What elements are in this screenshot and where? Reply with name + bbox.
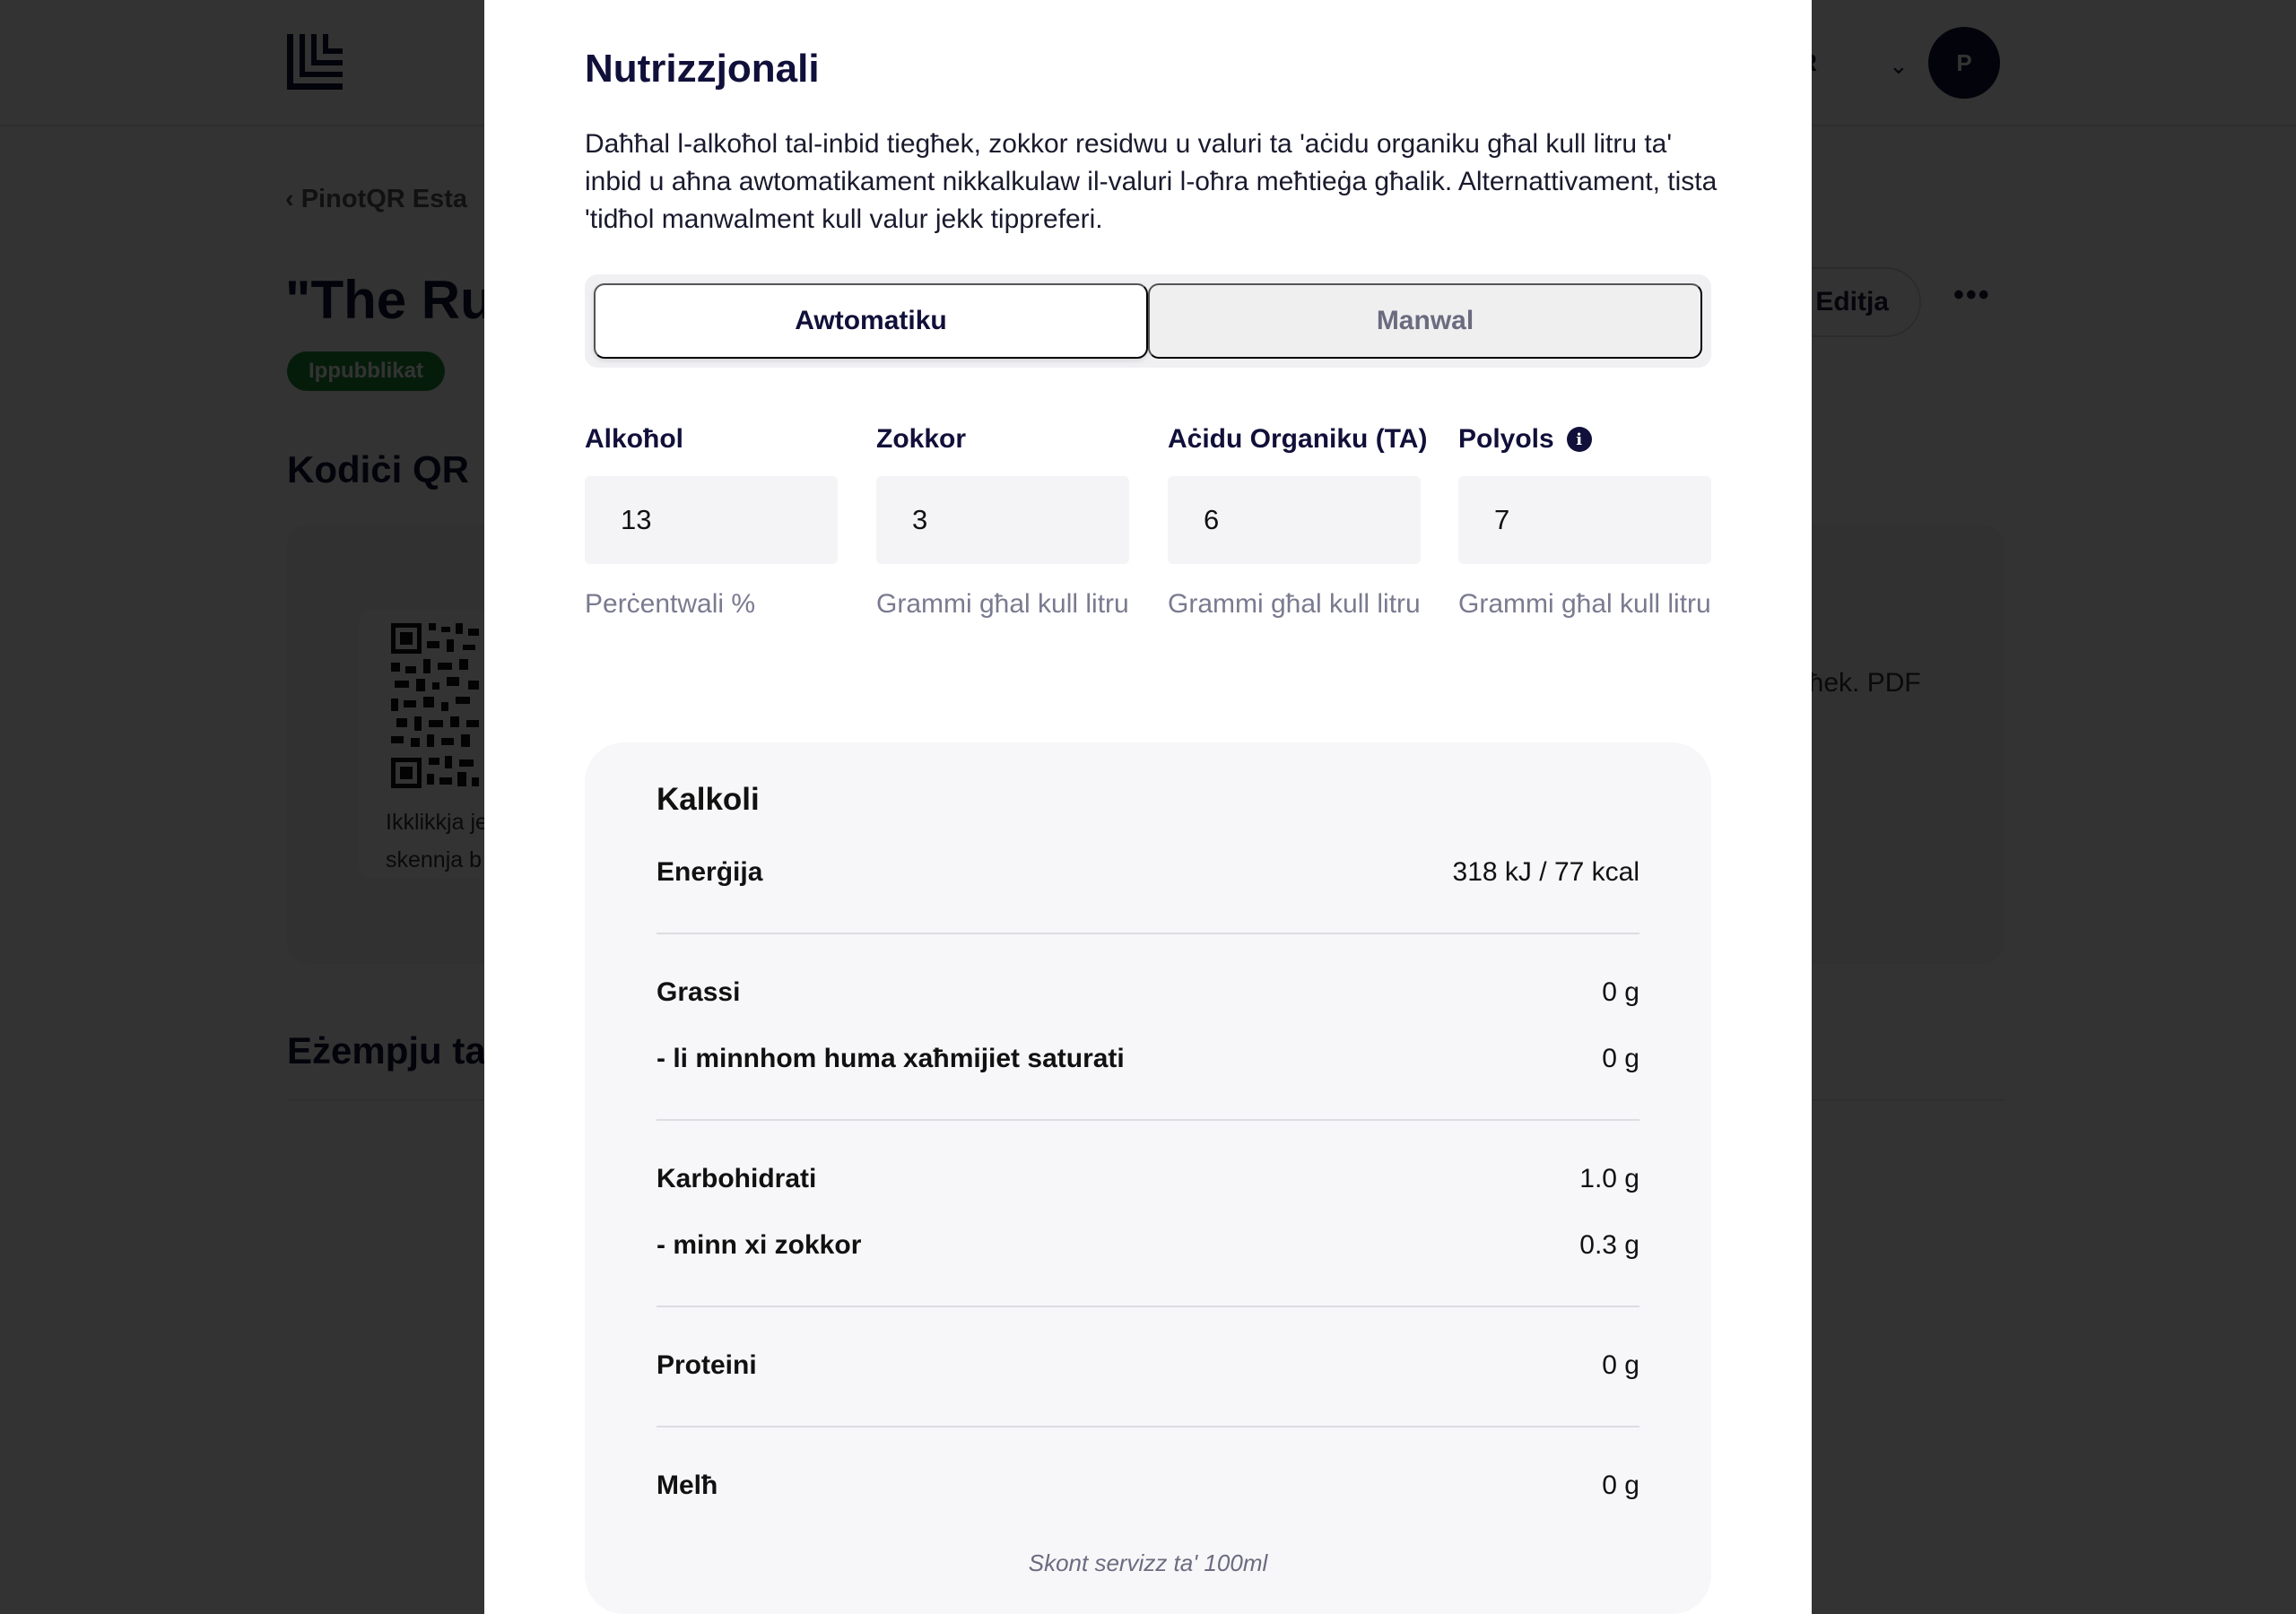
alcohol-label: Alkoħol xyxy=(585,424,683,454)
acid-input[interactable] xyxy=(1168,476,1421,564)
nutrition-row xyxy=(657,977,1639,1008)
nutrition-row-label: Grassi xyxy=(657,977,741,1007)
alcohol-input[interactable] xyxy=(585,476,838,564)
nutrition-row-value: 0.3 g xyxy=(1579,1230,1639,1260)
row-divider xyxy=(657,1306,1639,1307)
nutrition-row-value: 0 g xyxy=(1602,977,1639,1007)
polyols-help: Grammi għal kull litru xyxy=(1458,589,1711,619)
auto-mode-tab[interactable]: Awtomatiku xyxy=(594,283,1148,359)
nutrition-row xyxy=(657,1350,1639,1381)
sugar-field xyxy=(876,421,1129,623)
polyols-input[interactable] xyxy=(1458,476,1711,564)
row-divider xyxy=(657,933,1639,934)
polyols-label-row xyxy=(1458,421,1711,457)
nutrition-row xyxy=(657,857,1639,888)
acid-label: Aċidu Organiku (TA) xyxy=(1168,424,1428,454)
serving-note: Skont servizz ta' 100ml xyxy=(1028,1549,1268,1576)
nutrition-row-value: 1.0 g xyxy=(1579,1164,1639,1193)
nutrition-row-label: - minn xi zokkor xyxy=(657,1230,862,1260)
acid-help: Grammi għal kull litru xyxy=(1168,589,1421,619)
sugar-input[interactable] xyxy=(876,476,1129,564)
acid-field xyxy=(1168,421,1428,623)
polyols-field xyxy=(1458,421,1711,623)
nutrition-row-value: 0 g xyxy=(1602,1044,1639,1073)
nutrition-row-label: Enerġija xyxy=(657,857,763,887)
sugar-label: Zokkor xyxy=(876,424,967,454)
nutrition-row-label: - li minnhom huma xaħmijiet saturati xyxy=(657,1044,1125,1073)
alcohol-field xyxy=(585,421,838,623)
alcohol-help: Perċentwali % xyxy=(585,589,756,619)
mode-segmented-control xyxy=(585,274,1711,368)
modal-title: Nutrizzjonali xyxy=(585,47,820,91)
nutrition-row xyxy=(657,1471,1639,1501)
nutrition-modal xyxy=(484,0,1812,1614)
nutrition-row-label: Karbohidrati xyxy=(657,1164,817,1193)
sugar-help: Grammi għal kull litru xyxy=(876,589,1129,619)
nutrition-row xyxy=(657,1164,1639,1194)
modal-description: Daħħal l-alkoħol tal-inbid tiegħek, zokkor residwu u valuri ta 'aċidu organiku għal kull litru ta' inbid u aħna awtomatikament nikkalkulaw il-valuri l-oħra meħtieġa għalik. Alternattivament, tista 'tidħol manwalment kull valur jekk tippreferi. xyxy=(585,129,1718,234)
row-divider xyxy=(657,1426,1639,1427)
nutrition-row xyxy=(657,1230,1639,1261)
polyols-label: Polyols xyxy=(1458,424,1554,454)
row-divider xyxy=(657,1119,1639,1121)
nutrition-row-label: Proteini xyxy=(657,1350,757,1380)
manual-mode-tab[interactable]: Manwal xyxy=(1148,283,1702,359)
nutrition-row-value: 0 g xyxy=(1602,1471,1639,1500)
nutrition-row xyxy=(657,1044,1639,1074)
nutrition-row-value: 0 g xyxy=(1602,1350,1639,1380)
nutrition-row-value: 318 kJ / 77 kcal xyxy=(1452,857,1639,887)
info-icon[interactable]: i xyxy=(1567,427,1592,452)
nutrition-row-label: Melħ xyxy=(657,1471,718,1500)
calculations-panel xyxy=(585,742,1711,1614)
calculations-title: Kalkoli xyxy=(657,782,760,817)
